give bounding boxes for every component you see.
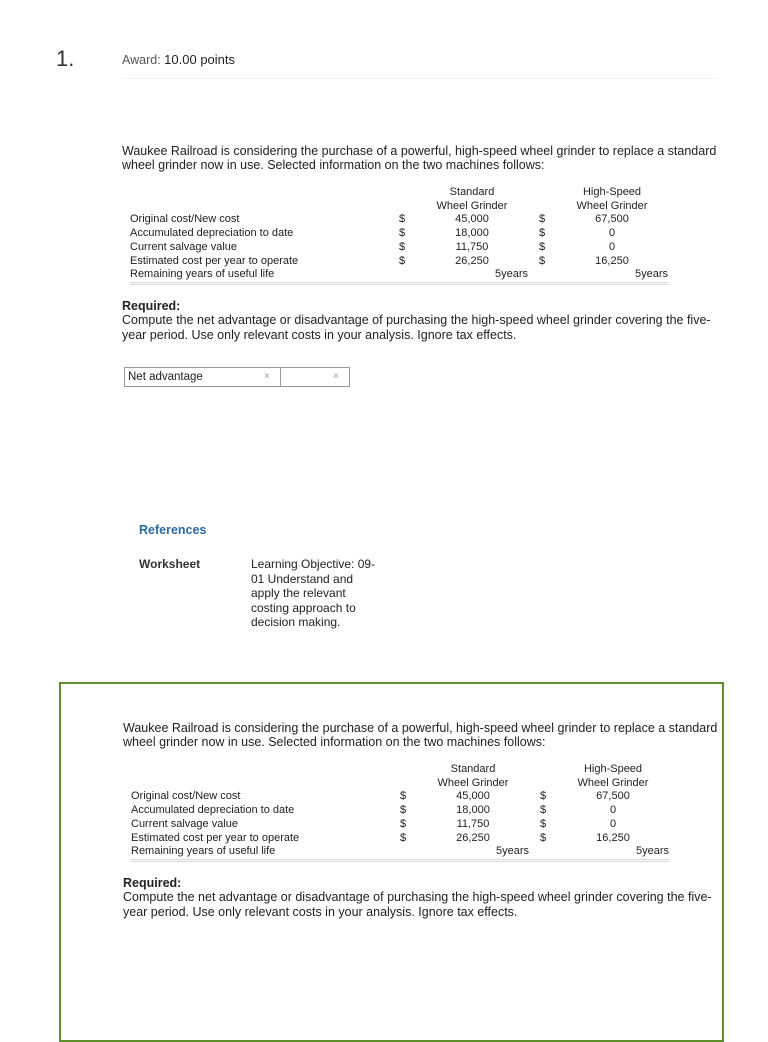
currency-symbol: $ [538,254,546,267]
standard-value: 18,000 [456,804,490,817]
row-label: Remaining years of useful life [130,268,388,283]
highspeed-value: 5years [557,845,669,860]
table-row [131,804,669,818]
highspeed-value: 16,250 [595,254,629,267]
highspeed-value: 0 [609,817,617,830]
highspeed-value: 5years [556,268,668,283]
table-row [131,790,669,804]
highspeed-header-2: Wheel Grinder [577,776,649,789]
machine-data-table [131,763,669,862]
table-row [131,832,669,846]
table-row [130,255,668,269]
required-text: Compute the net advantage or disadvantage of purchasing the high-speed wheel grinder covering the five-year period. Use only relevant costs in your analysis. Ignore tax effects. [123,889,712,919]
highspeed-value: 0 [608,227,616,240]
row-label: Accumulated depreciation to date [131,804,295,817]
incorrect-mark-icon: × [333,371,339,382]
standard-value: 26,250 [456,831,490,844]
currency-symbol: $ [538,213,546,226]
table-row [130,241,668,255]
table-header-row [130,200,668,214]
currency-symbol: $ [539,790,547,803]
highspeed-header-2: Wheel Grinder [576,199,648,212]
standard-value: 5years [416,268,528,283]
table-row [130,213,668,227]
standard-value: 45,000 [456,790,490,803]
question-number: 1. [56,46,75,71]
award-value: 10.00 points [164,52,236,67]
standard-header-2: Wheel Grinder [436,199,508,212]
standard-value: 26,250 [455,254,489,267]
problem-intro: Waukee Railroad is considering the purchase of a powerful, high-speed wheel grinder to replace a standard wheel grinder now in use. Selected information on the two machines follows: [123,721,718,749]
references-link[interactable]: References [139,523,207,537]
currency-symbol: $ [399,831,407,844]
required-title: Required: [122,298,181,313]
highspeed-value: 0 [609,804,617,817]
table-row [130,227,668,241]
highspeed-header-1: High-Speed [583,763,643,775]
currency-symbol: $ [538,240,546,253]
machine-data-table [130,186,668,285]
currency-symbol: $ [538,227,546,240]
row-label: Current salvage value [130,240,238,253]
currency-symbol: $ [398,240,406,253]
standard-value: 11,750 [455,240,489,253]
row-label: Original cost/New cost [130,213,240,226]
answer-row [124,367,350,387]
standard-value: 5years [417,845,529,860]
worksheet-label: Worksheet [139,557,201,571]
reference-problem-statement [123,721,723,920]
answer-value-input[interactable] [281,367,350,387]
row-label: Estimated cost per year to operate [131,831,300,844]
table-row [131,818,669,832]
header-divider [122,78,718,79]
currency-symbol: $ [539,804,547,817]
table-header-row [131,763,669,777]
standard-header-1: Standard [450,763,496,775]
answer-label-cell[interactable] [124,367,281,387]
currency-symbol: $ [399,790,407,803]
row-label: Current salvage value [131,817,239,830]
award-label: Award: [122,53,161,67]
row-label: Original cost/New cost [131,790,241,803]
row-label: Remaining years of useful life [131,845,389,860]
standard-value: 18,000 [455,227,489,240]
standard-value: 45,000 [455,213,489,226]
currency-symbol: $ [399,817,407,830]
incorrect-mark-icon: × [264,371,270,382]
currency-symbol: $ [399,804,407,817]
highspeed-value: 0 [608,240,616,253]
learning-objective: Learning Objective: 09-01 Understand and apply the relevant costing approach to decision making. [251,557,376,629]
table-header-row [130,186,668,200]
highspeed-header-1: High-Speed [582,186,642,198]
highspeed-value: 16,250 [596,831,630,844]
problem-statement [122,144,722,343]
standard-value: 11,750 [456,817,490,830]
currency-symbol: $ [539,831,547,844]
required-text: Compute the net advantage or disadvantage of purchasing the high-speed wheel grinder covering the five-year period. Use only relevant costs in your analysis. Ignore tax effects. [122,312,711,342]
currency-symbol: $ [398,227,406,240]
row-label: Estimated cost per year to operate [130,254,299,267]
highspeed-value: 67,500 [595,213,629,226]
currency-symbol: $ [539,817,547,830]
currency-symbol: $ [398,254,406,267]
table-header-row [131,777,669,791]
highspeed-value: 67,500 [596,790,630,803]
row-label: Accumulated depreciation to date [130,227,294,240]
award [122,52,235,67]
standard-header-1: Standard [449,186,495,198]
answer-label: Net advantage [128,371,203,383]
table-row [131,845,669,860]
standard-header-2: Wheel Grinder [437,776,509,789]
table-row [130,268,668,283]
problem-intro: Waukee Railroad is considering the purchase of a powerful, high-speed wheel grinder to replace a standard wheel grinder now in use. Selected information on the two machines follows: [122,144,717,172]
currency-symbol: $ [398,213,406,226]
required-title: Required: [123,875,182,890]
